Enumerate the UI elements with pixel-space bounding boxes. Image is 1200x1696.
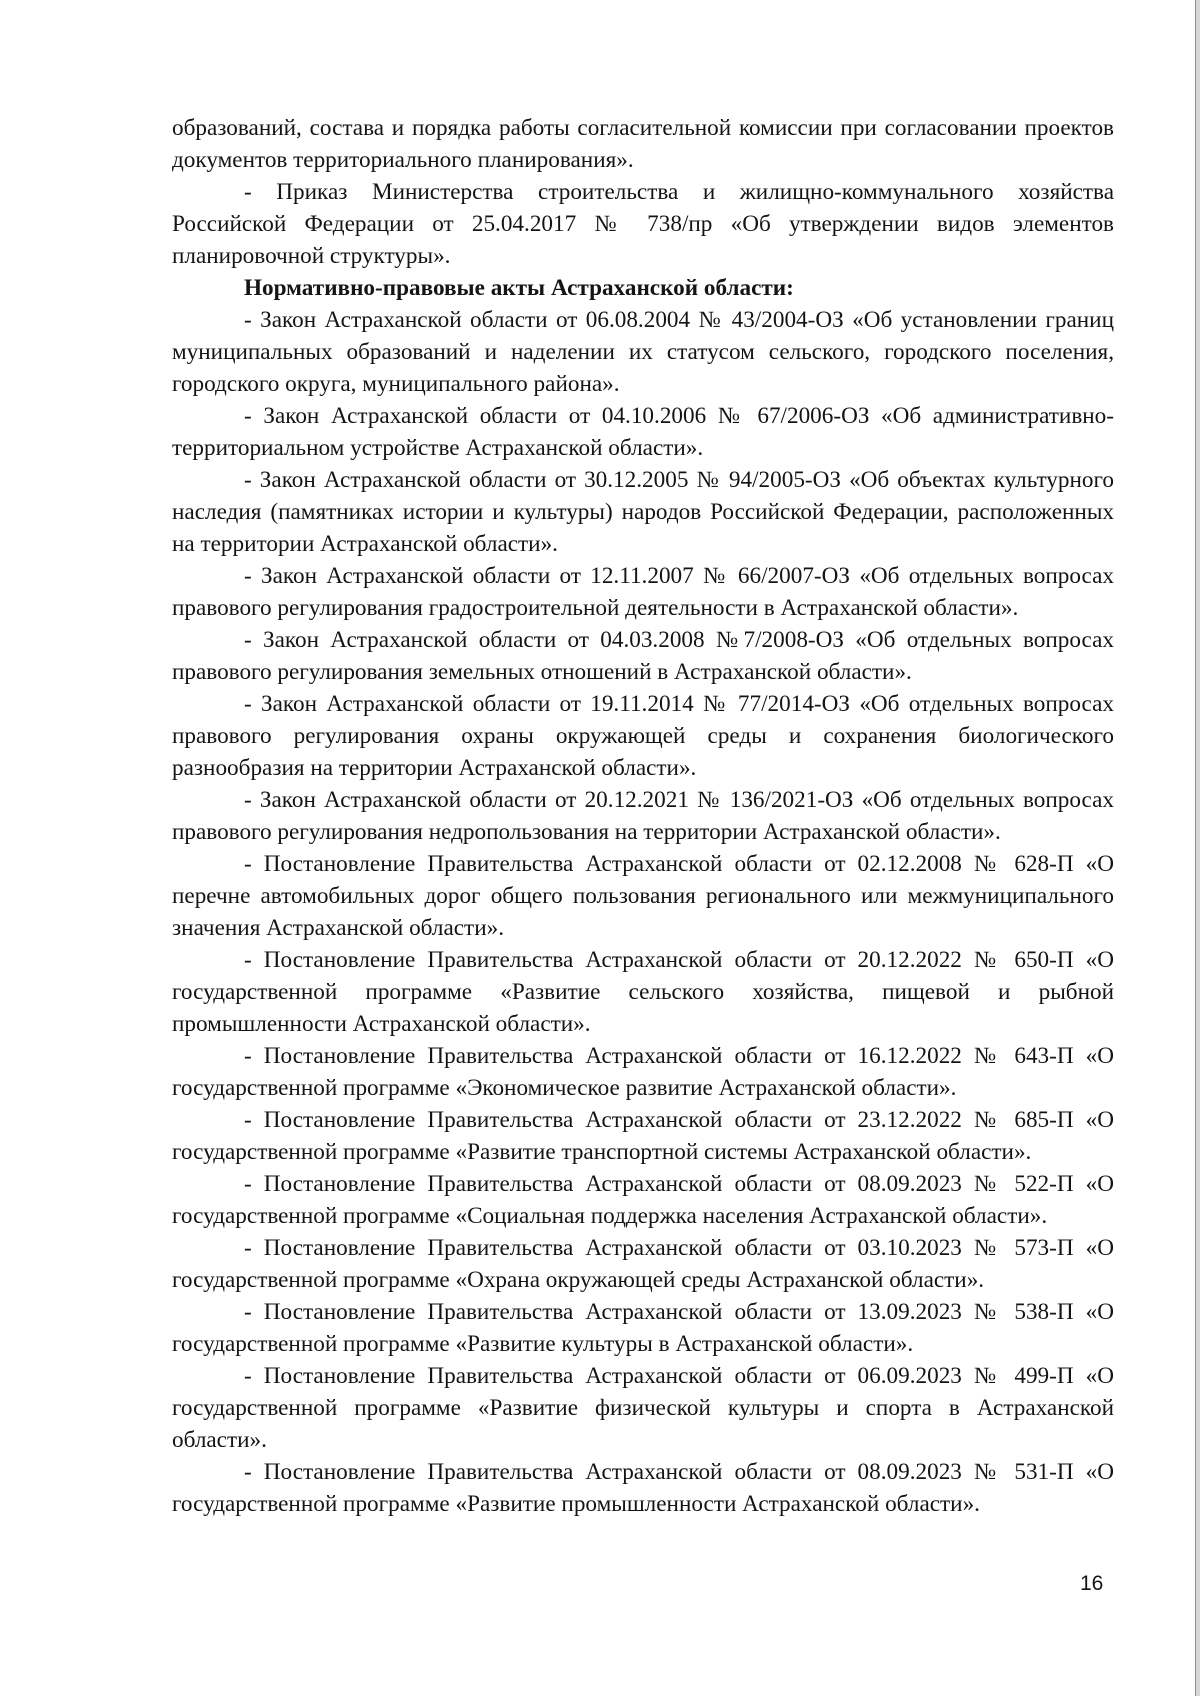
- page-border: [1196, 0, 1200, 1696]
- paragraph-law-94: - Закон Астраханской области от 30.12.2005 № 94/2005-ОЗ «Об объектах культурного наследия (памятниках истории и культуры) народов Российской Федерации, расположенных на территории Астраханской области».: [172, 467, 1114, 557]
- paragraph-order-minstroy: - Приказ Министерства строительства и жилищно-коммунального хозяйства Российской Федерации от 25.04.2017 № 738/пр «Об утверждении видов элементов планировочной структуры».: [172, 179, 1114, 269]
- paragraph-decree-499: - Постановление Правительства Астраханской области от 06.09.2023 № 499-П «О государственной программе «Развитие физической культуры и спорта в Астраханской области».: [172, 1363, 1114, 1453]
- paragraph-decree-643: - Постановление Правительства Астраханской области от 16.12.2022 № 643-П «О государственной программе «Экономическое развитие Астраханской области».: [172, 1043, 1114, 1101]
- page-number: 16: [1080, 1572, 1104, 1595]
- paragraph-decree-522: - Постановление Правительства Астраханской области от 08.09.2023 № 522-П «О государственной программе «Социальная поддержка населения Астраханской области».: [172, 1171, 1114, 1229]
- paragraph-law-136: - Закон Астраханской области от 20.12.2021 № 136/2021-ОЗ «Об отдельных вопросах правового регулирования недропользования на территории Астраханской области».: [172, 787, 1114, 845]
- paragraph-law-67: - Закон Астраханской области от 04.10.2006 № 67/2006-ОЗ «Об административно-территориальном устройстве Астраханской области».: [172, 403, 1114, 461]
- paragraph-decree-531: - Постановление Правительства Астраханской области от 08.09.2023 № 531-П «О государственной программе «Развитие промышленности Астраханской области».: [172, 1459, 1114, 1517]
- paragraph-decree-650: - Постановление Правительства Астраханской области от 20.12.2022 № 650-П «О государственной программе «Развитие сельского хозяйства, пищевой и рыбной промышленности Астраханской области».: [172, 947, 1114, 1037]
- paragraph-law-43: - Закон Астраханской области от 06.08.2004 № 43/2004-ОЗ «Об установлении границ муниципальных образований и наделении их статусом сельского, городского поселения, городского округа, муниципального района».: [172, 307, 1114, 397]
- paragraph-decree-628: - Постановление Правительства Астраханской области от 02.12.2008 № 628-П «О перечне автомобильных дорог общего пользования регионального или межмуниципального значения Астраханской области».: [172, 851, 1114, 941]
- paragraph-law-77: - Закон Астраханской области от 19.11.2014 № 77/2014-ОЗ «Об отдельных вопросах правового регулирования охраны окружающей среды и сохранения биологического разнообразия на территории Астраханской области».: [172, 691, 1114, 781]
- paragraph-decree-685: - Постановление Правительства Астраханской области от 23.12.2022 № 685-П «О государственной программе «Развитие транспортной системы Астраханской области».: [172, 1107, 1114, 1165]
- paragraph-law-7: - Закон Астраханской области от 04.03.2008 №7/2008-ОЗ «Об отдельных вопросах правового регулирования земельных отношений в Астраханской области».: [172, 627, 1114, 685]
- section-heading: Нормативно-правовые акты Астраханской области:: [244, 275, 794, 301]
- document-body: [172, 112, 1114, 1520]
- paragraph-decree-573: - Постановление Правительства Астраханской области от 03.10.2023 № 573-П «О государственной программе «Охрана окружающей среды Астраханской области».: [172, 1235, 1114, 1293]
- paragraph-decree-538: - Постановление Правительства Астраханской области от 13.09.2023 № 538-П «О государственной программе «Развитие культуры в Астраханской области».: [172, 1299, 1114, 1357]
- paragraph-law-66: - Закон Астраханской области от 12.11.2007 № 66/2007-ОЗ «Об отдельных вопросах правового регулирования градостроительной деятельности в Астраханской области».: [172, 563, 1114, 621]
- paragraph-continuation: образований, состава и порядка работы согласительной комиссии при согласовании проектов документов территориального планирования».: [172, 115, 1114, 173]
